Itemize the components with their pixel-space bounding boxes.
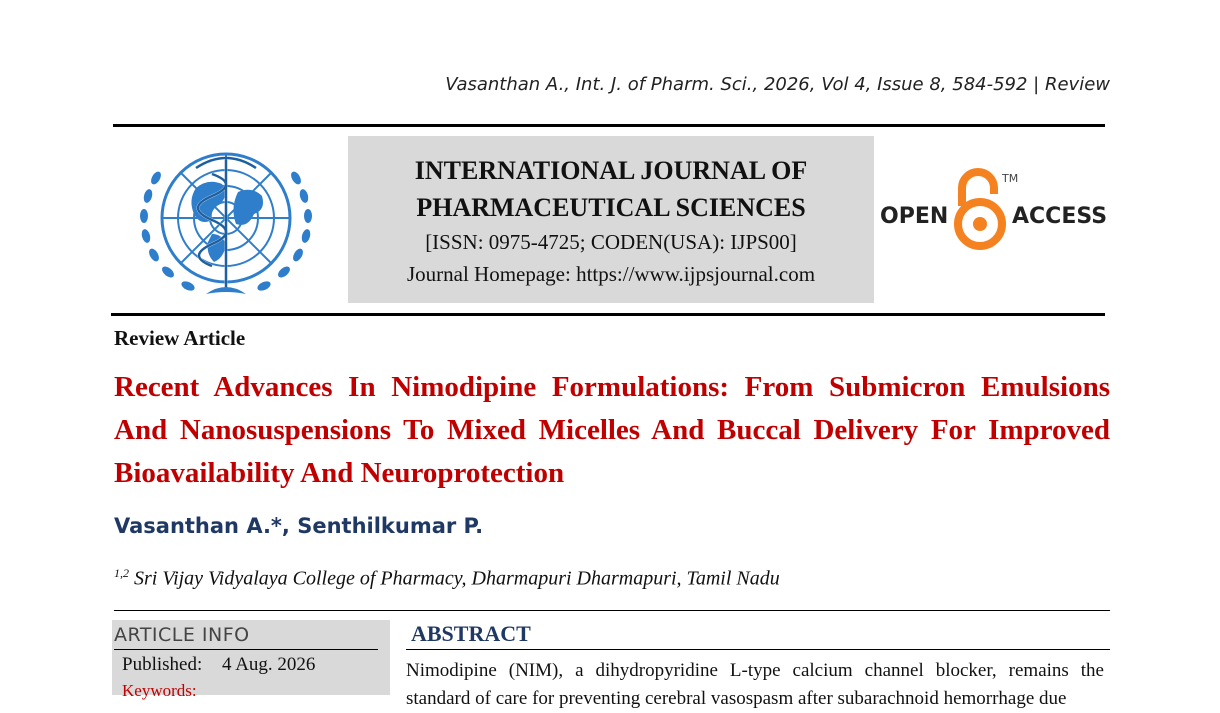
journal-name-line1: INTERNATIONAL JOURNAL OF	[414, 156, 808, 185]
top-rule	[113, 124, 1105, 127]
running-header: Vasanthan A., Int. J. of Pharm. Sci., 2026, Vol 4, Issue 8, 584-592 | Review	[445, 74, 1110, 95]
un-emblem-caduceus-logo	[126, 138, 326, 306]
author-list: Vasanthan A.*, Senthilkumar P.	[114, 514, 484, 538]
trademark-symbol: TM	[1002, 172, 1019, 185]
article-info-rule	[114, 649, 378, 650]
journal-masthead	[348, 136, 874, 303]
open-access-right-text: ACCESS	[1012, 204, 1108, 229]
article-type: Review Article	[114, 326, 246, 350]
open-access-left-text: OPEN	[880, 204, 949, 229]
published-date	[122, 654, 315, 676]
open-access-logo	[880, 166, 1110, 254]
journal-homepage-link[interactable]: Journal Homepage: https://www.ijpsjournal.com	[406, 262, 816, 286]
masthead-bottom-rule	[111, 313, 1105, 316]
article-info-panel	[112, 620, 390, 700]
abstract-text: Nimodipine (NIM), a dihydropyridine L-type calcium channel blocker, remains the standard of care for preventing cerebral vasospasm after subarachnoid hemorrhage due	[406, 660, 1104, 709]
open-access-lock-icon	[958, 172, 1002, 246]
published-label: Published:	[122, 654, 203, 675]
affiliation-superscript: 1,2	[114, 566, 129, 580]
keywords-label: Keywords:	[122, 681, 197, 700]
journal-name	[348, 152, 874, 226]
journal-issn: [ISSN: 0975-4725; CODEN(USA): IJPS00]	[425, 230, 797, 254]
abstract-heading: ABSTRACT	[411, 621, 531, 646]
article-title: Recent Advances In Nimodipine Formulations: From Submicron Emulsions And Nanosuspensions To Mixed Micelles And Buccal Delivery For Improved Bioavailability And Neuroprotection	[114, 371, 1110, 489]
article-info-heading: ARTICLE INFO	[114, 624, 250, 646]
author-affiliation	[114, 566, 780, 591]
published-value: 4 Aug. 2026	[222, 654, 316, 675]
abstract-rule	[406, 649, 1110, 650]
affiliation-text: Sri Vijay Vidyalaya College of Pharmacy, Dharmapuri Dharmapuri, Tamil Nadu	[134, 567, 780, 590]
journal-name-line2: PHARMACEUTICAL SCIENCES	[416, 193, 806, 222]
affiliation-rule	[114, 610, 1110, 611]
